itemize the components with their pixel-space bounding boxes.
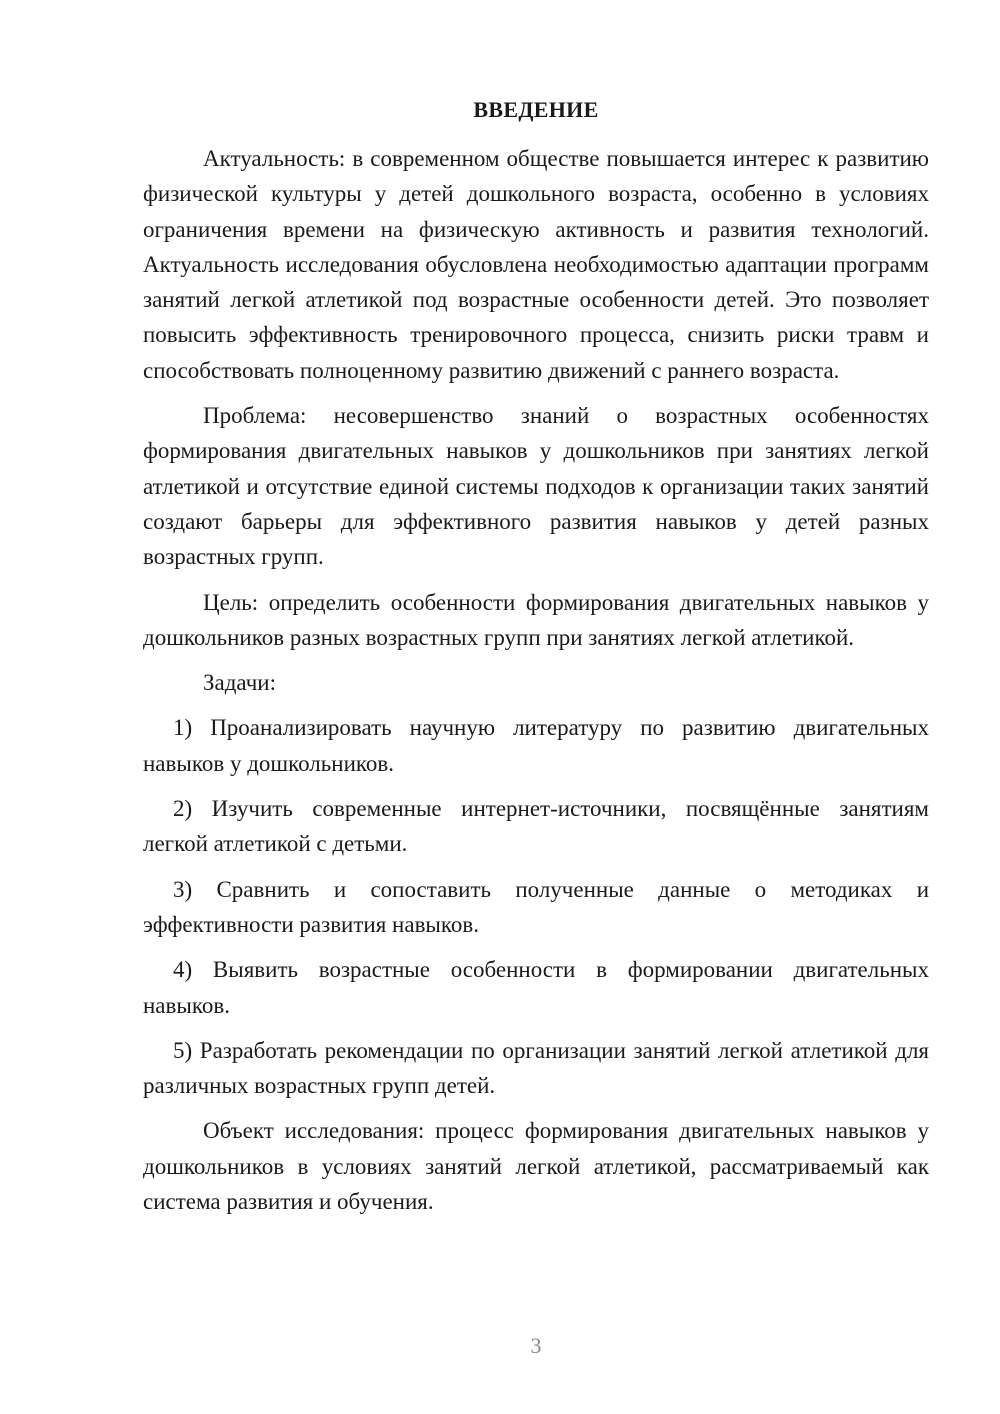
paragraph-problem: Проблема: несовершенство знаний о возрастных особенностях формирования двигательных навыков у дошкольников при занятиях легкой атлетикой и отсутствие единой системы подходов к организации таких занятий создают барьеры для эффективного развития навыков у детей разных возрастных групп. bbox=[143, 403, 929, 570]
paragraph-research-object: Объект исследования: процесс формирования двигательных навыков у дошкольников в условиях занятий легкой атлетикой, рассматриваемый как система развития и обучения. bbox=[143, 1118, 929, 1215]
tasks-heading: Задачи: bbox=[203, 670, 276, 696]
page-number: 3 bbox=[530, 1333, 542, 1358]
task-item-5: 5) Разработать рекомендации по организации занятий легкой атлетикой для различных возрастных групп детей. bbox=[143, 1037, 929, 1099]
task-item-4: 4) Выявить возрастные особенности в формировании двигательных навыков. bbox=[143, 957, 929, 1018]
task-item-2: 2) Изучить современные интернет-источники, посвящённые занятиям легкой атлетикой с детьми. bbox=[143, 796, 929, 857]
document-body bbox=[143, 141, 929, 1229]
paragraph-relevance: Актуальность: в современном обществе повышается интерес к развитию физической культуры у детей дошкольного возраста, особенно в условиях ограничения времени на физическую активность и развития технологий. Актуальность исследования обусловлена необходимостью адаптации программ занятий легкой атлетикой под возрастные особенности детей. Это позволяет повысить эффективность тренировочного процесса, снизить риски травм и способствовать полноценному развитию движений с раннего возраста. bbox=[143, 146, 929, 383]
document-title: ВВЕДЕНИЕ bbox=[473, 97, 599, 122]
task-item-1: 1) Проанализировать научную литературу по развитию двигательных навыков у дошкольников. bbox=[143, 715, 929, 776]
task-item-3: 3) Сравнить и сопоставить полученные данные о методиках и эффективности развития навыков. bbox=[143, 876, 929, 937]
paragraph-goal: Цель: определить особенности формирования двигательных навыков у дошкольников разных возрастных групп при занятиях легкой атлетикой. bbox=[143, 589, 929, 650]
